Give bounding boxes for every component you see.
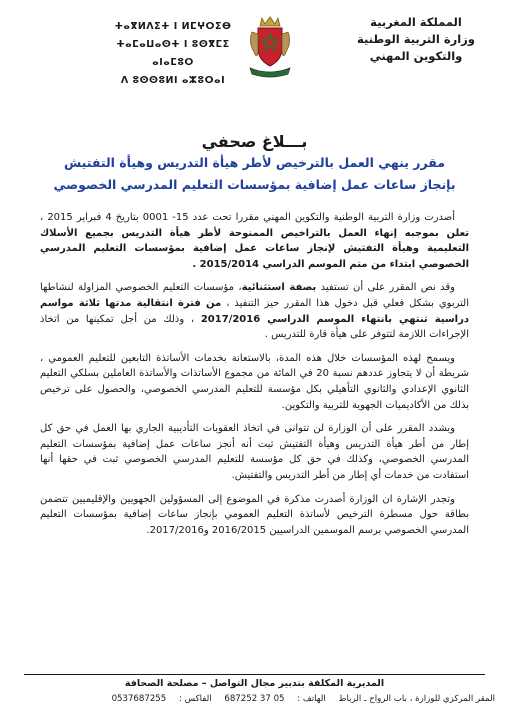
- header-ministry-cont: والتكوين المهني: [369, 49, 463, 63]
- header-arabic: [341, 14, 491, 65]
- paragraph-text: ، وذلك من أجل تمكينها من اتخاذ الإجراءات اللازمة لتتوفر على هيأة قارة للتدريس .: [40, 313, 469, 341]
- header-tifinagh-line: ⵜⴰⵎⴰⵡⴰⵙⵜ ⵏ ⵓⵙⴳⵎⵉ ⴰⵏⴰⵎⵓⵔ: [116, 39, 230, 68]
- body-paragraph: [40, 492, 469, 539]
- footer-divider: [24, 674, 485, 675]
- paragraph-text: ، مؤسسات التعليم الخصوصي المزاولة لنشاطها التربوي بشكل فعلي قبل دخول هذا المقرر حيز التنفيذ ،: [40, 282, 469, 309]
- paragraph-text: ويسمح لهذه المؤسسات خلال هذه المدة، بالاستعانة بخدمات الأساتذة التابعين للتعليم العمومي ، شريطة أن لا يتجاوز عددهم نسبة 20 في المائة من مجموع الأساتذات والأساتذة العاملين بسلكي التعليم الثانوي الإعدادي والثانوي التأهيلي بكل مؤسسة للتعليم المدرسي الخصوصي، والحصول على ترخيص بذلك من الأكاديميات الجهوية للتربية والتكوين.: [40, 352, 469, 411]
- footer-phone: 05 37 687252: [224, 694, 285, 704]
- paragraph-text: وقد نص المقرر على أن تستفيد: [316, 282, 455, 294]
- subtitle-line: بإنجاز ساعات عمل إضافية بمؤسسات التعليم المدرسي الخصوصي: [53, 177, 456, 192]
- subtitle-line: مقرر ينهي العمل بالترخيص لأطر هيأة التدريس وهيأة التفتيش: [63, 155, 446, 170]
- body-paragraph: [40, 351, 469, 413]
- paragraph-emphasis: تعلن بموجبه إنهاء العمل بالتراخيص الممنوحة لأطر هيأة التدريس بجميع الأسلاك التعليمية وهيأة التفتيش لإنجاز ساعات عمل إضافية بمؤسسات التعليم المدرسي الخصوصي ابتداء من متم الموسم الدراسي 2015/2014 .: [40, 227, 469, 270]
- footer-contact: [14, 694, 495, 704]
- paragraph-emphasis: بصفة استثنائية: [241, 282, 317, 294]
- footer-address: المقر المركزي للوزارة ، باب الرواح ـ الرباط: [338, 694, 495, 704]
- document-title: بـــلاغ صحفي: [201, 132, 308, 151]
- paragraph-text: أصدرت وزارة التربية الوطنية والتكوين المهني مقررا تحت عدد 15- 0001 بتاريخ 4 فبراير 2015 ،: [40, 212, 455, 223]
- header-tifinagh-line: ⵜⴰⴳⵍⴷⵉⵜ ⵏ ⵍⵎⵖⵔⵉⴱ: [114, 21, 232, 32]
- body-paragraph: [40, 421, 469, 483]
- body-paragraph: [40, 210, 469, 272]
- footer-phone-label: الهاتف :: [297, 694, 326, 704]
- document-body: [40, 210, 469, 546]
- header-ministry: وزارة التربية الوطنية: [357, 32, 475, 46]
- paragraph-text: وتجدر الإشارة ان الوزارة أصدرت مذكرة في الموضوع إلى المسؤولين الجهويين والإقليميين تتضمن بطاقة حول مسطرة الترخيص لأساتذة التعليم العمومي بإنجاز ساعات إضافية بمؤسسات التعليم المدرسي الخصوصي برسم الموسمين الدراسيين 2016/2015 و2017/2016.: [40, 493, 469, 536]
- body-paragraph: [40, 280, 469, 342]
- paragraph-emphasis: من فترة انتقالية مدتها ثلاثة مواسم دراسية تنتهي بانتهاء الموسم الدراسي 2017/2016: [40, 297, 469, 325]
- paragraph-text: ويشدد المقرر على أن الوزارة لن تتوانى في اتخاذ العقوبات التأديبية الجاري بها العمل في حق كل إطار من أطر هيأة التدريس وهيأة التفتيش ثبت أنه أنجز ساعات عمل إضافية بمؤسسات التعليم المدرسي الخصوصي، وكذلك في حق كل مؤسسة للتعليم المدرسي الخصوصي ثبت في حقها أنها استفادت من خدمات أي إطار من أطر التدريس والتفتيش.: [40, 423, 469, 481]
- footer-fax-label: الفاكس :: [178, 694, 212, 704]
- header-tifinagh-line: ⴷ ⵓⵙⵙⵓⵍⵏ ⴰⵣⵓⵔⴰⵏ: [120, 75, 226, 86]
- header-tifinagh: [108, 18, 238, 90]
- document-subtitle: [40, 152, 469, 196]
- royal-emblem-icon: [242, 14, 298, 80]
- footer-fax: 0537687255: [111, 694, 167, 704]
- header-country: المملكة المغربية: [370, 15, 462, 29]
- footer-department: المديرية المكلفة بتدبير مجال التواصل – مصلحة الصحافة: [124, 678, 385, 689]
